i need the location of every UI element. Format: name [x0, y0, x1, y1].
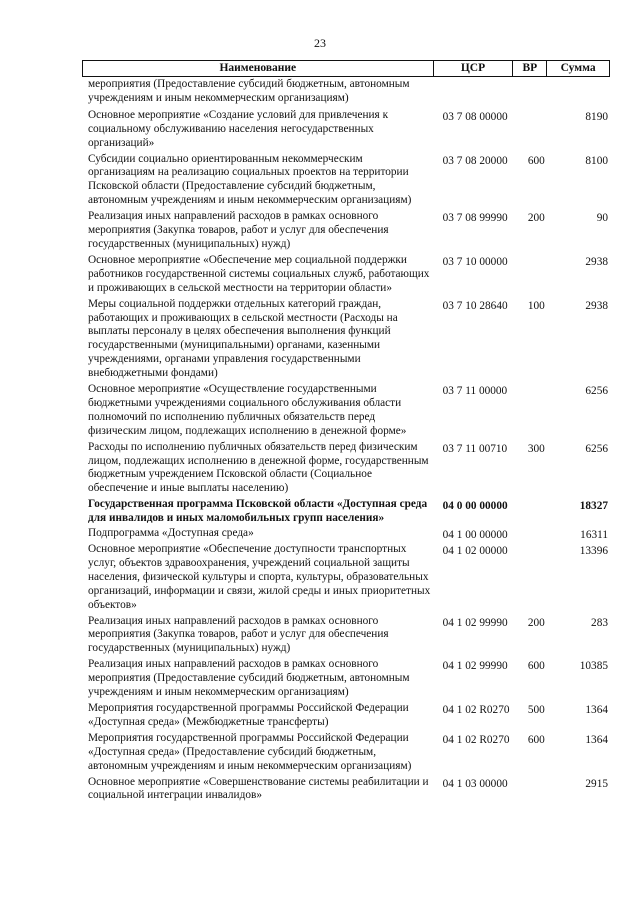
row-sum: 13396	[579, 545, 608, 557]
header-sum: Сумма	[560, 62, 596, 74]
row-name: Основное мероприятие «Обеспечение доступности транспортных услуг, объектов здравоохранения, учреждений социальной защиты населения, физической культуры и спорта, культуры, образовательных организаций, информации и связи, жилой среды и иных приоритетных объектов»	[88, 543, 431, 611]
row-vr	[518, 543, 554, 613]
row-name: Мероприятия государственной программы Российской Федерации «Доступная среда» (Межбюджетные трансферты)	[88, 701, 409, 728]
row-sum: 8100	[585, 154, 608, 167]
row-csr: 03 7 08 20000	[442, 154, 508, 167]
row-sum: 283	[591, 616, 608, 629]
row-vr	[518, 78, 554, 106]
row-sum: 8190	[585, 110, 608, 123]
row-name: Подпрограмма «Доступная среда»	[88, 527, 254, 540]
row-vr: 600	[527, 154, 545, 167]
row-sum: 18327	[579, 500, 608, 513]
row-csr: 04 0 00 00000	[442, 500, 508, 513]
row-name: Реализация иных направлений расходов в рамках основного мероприятия (Закупка товаров, работ и услуг для обеспечения государственных (муниципальных) нужд)	[88, 614, 389, 655]
row-csr: 04 1 02 R0270	[442, 703, 510, 716]
row-vr	[518, 109, 554, 151]
page-number: 23	[314, 36, 326, 50]
table-row	[82, 776, 610, 804]
table-row	[82, 383, 610, 439]
row-sum: 1364	[585, 733, 608, 746]
table-row	[82, 702, 610, 730]
table-row	[82, 298, 610, 381]
table-row	[82, 109, 610, 151]
row-sum: 6256	[585, 385, 608, 398]
row-csr: 03 7 11 00000	[442, 385, 508, 398]
row-csr: 04 1 02 00000	[442, 545, 508, 557]
row-sum: 2938	[585, 255, 608, 268]
row-name: Государственная программа Псковской области «Доступная среда для инвалидов и иных маломобильных групп населения»	[88, 498, 428, 525]
row-vr: 200	[527, 616, 545, 629]
table-row	[82, 732, 610, 774]
row-vr: 600	[527, 733, 545, 746]
row-name: мероприятия (Предоставление субсидий бюджетным, автономным учреждениям и иным некоммерческим организациям)	[88, 78, 410, 104]
table-row	[82, 498, 610, 526]
row-csr: 04 1 02 R0270	[442, 733, 510, 746]
row-csr: 03 7 11 00710	[442, 442, 508, 455]
row-csr: 03 7 10 28640	[442, 299, 508, 312]
row-vr: 200	[527, 212, 545, 225]
table-row	[82, 527, 610, 543]
row-csr: 04 1 02 99990	[442, 616, 508, 629]
row-vr: 100	[527, 299, 545, 312]
header-csr: ЦСР	[434, 61, 514, 76]
row-sum: 2938	[585, 299, 608, 312]
budget-table	[82, 60, 610, 803]
row-name: Основное мероприятие «Обеспечение мер социальной поддержки работников государственной системы социальных служб, работающих и проживающих в сельской местности на территории области»	[88, 253, 430, 294]
row-vr	[518, 254, 554, 296]
row-name: Меры социальной поддержки отдельных категорий граждан, работающих и проживающих в сельской местности (Расходы на выплаты персоналу в целях обеспечения выполнения функций государственными (муниципальными) органами, казенными учреждениями, органами управления государственными внебюджетными фондами)	[88, 297, 398, 380]
table-body	[82, 78, 610, 803]
row-name: Мероприятия государственной программы Российской Федерации «Доступная среда» (Предоставление субсидий бюджетным, автономным учреждениям и иным некоммерческим организациям)	[88, 731, 412, 772]
table-row	[82, 78, 610, 106]
row-sum	[554, 78, 610, 106]
row-sum: 16311	[580, 529, 608, 542]
row-vr: 500	[527, 703, 545, 716]
row-name: Расходы по исполнению публичных обязательств перед физическим лицом, подлежащих исполнению в денежной форме, государственным бюджетным учреждением Псковской области (Социальное обеспечение и иные выплаты населению)	[88, 440, 429, 495]
row-csr	[433, 78, 519, 106]
row-sum: 1364	[585, 703, 608, 716]
row-csr: 03 7 10 00000	[442, 255, 508, 268]
table-row	[82, 254, 610, 296]
table-row	[82, 441, 610, 497]
row-name: Субсидии социально ориентированным некоммерческим организациям на реализацию социальных проектов на территории Псковской области (Предоставление субсидий бюджетным, автономным учреждениям и иным некоммерческим организациям)	[88, 152, 412, 207]
row-csr: 04 1 02 99990	[442, 660, 508, 673]
table-row	[82, 658, 610, 700]
row-name: Основное мероприятие «Осуществление государственными бюджетными учреждениями социального обслуживания области полномочий по исполнению публичных обязательств перед физическим лицом, подлежащих исполнению в денежной форме»	[88, 383, 407, 437]
row-sum: 2915	[585, 777, 608, 790]
row-sum: 6256	[585, 442, 608, 455]
row-csr: 03 7 08 00000	[442, 110, 508, 123]
row-sum: 90	[596, 212, 608, 225]
row-vr	[518, 776, 554, 804]
row-vr	[518, 527, 554, 543]
table-row	[82, 543, 610, 613]
row-vr	[518, 498, 554, 526]
row-vr: 600	[527, 660, 545, 673]
table-header	[82, 60, 610, 77]
row-vr	[518, 383, 554, 439]
row-name: Реализация иных направлений расходов в рамках основного мероприятия (Предоставление субсидий бюджетным, автономным учреждениям и иным некоммерческим организациям)	[88, 658, 410, 699]
header-vr: ВР	[513, 61, 547, 76]
table-row	[82, 615, 610, 657]
row-vr: 300	[527, 442, 545, 455]
row-name: Основное мероприятие «Создание условий для привлечения к социальному обслуживанию населения негосударственных организаций»	[88, 108, 389, 149]
row-csr: 04 1 00 00000	[442, 529, 508, 542]
row-csr: 03 7 08 99990	[442, 212, 508, 225]
table-row	[82, 210, 610, 252]
header-name: Наименование	[83, 61, 434, 76]
row-csr: 04 1 03 00000	[442, 777, 508, 790]
row-name: Реализация иных направлений расходов в рамках основного мероприятия (Закупка товаров, работ и услуг для обеспечения государственных (муниципальных) нужд)	[88, 210, 389, 250]
row-name: Основное мероприятие «Совершенствование системы реабилитации и социальной интеграции инвалидов»	[88, 775, 429, 802]
table-row	[82, 153, 610, 209]
row-sum: 10385	[579, 660, 608, 673]
